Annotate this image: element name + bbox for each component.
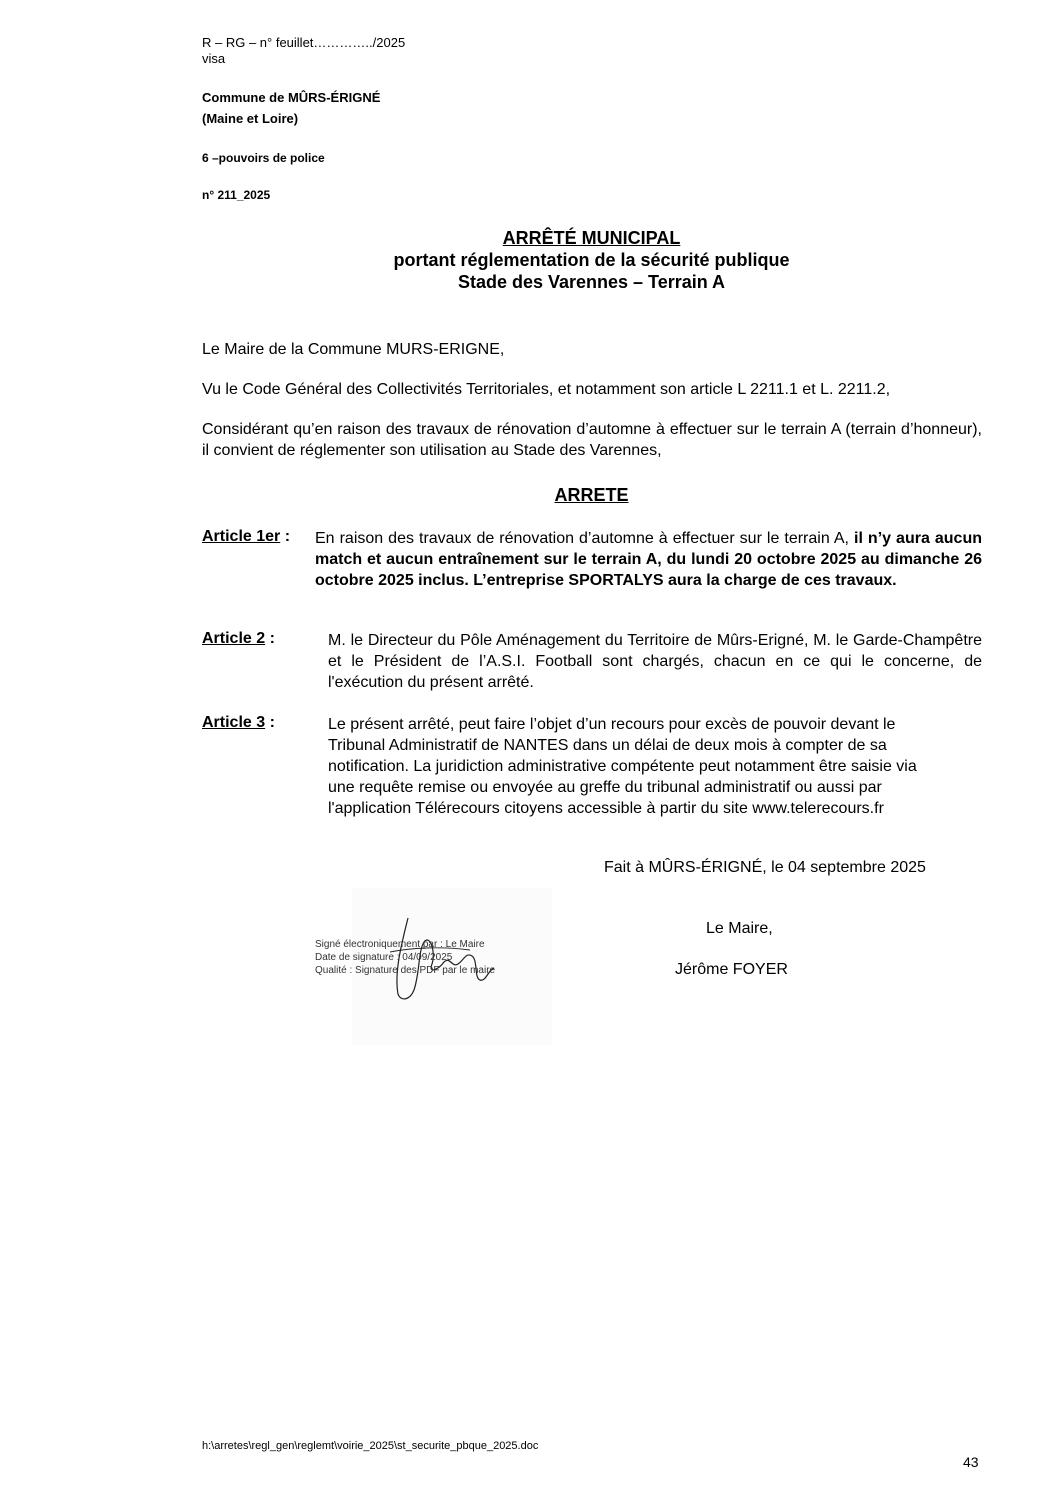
article-3-line: Le présent arrêté, peut faire l’objet d’un recours pour excès de pouvoir devant le <box>328 716 896 733</box>
document-subject: Stade des Varennes – Terrain A <box>457 272 726 292</box>
commune-name: Commune de MÛRS-ÉRIGNÉ <box>202 90 381 105</box>
e-signature-signer: Signé électroniquement par : Le Maire <box>315 939 485 950</box>
department-name: (Maine et Loire) <box>202 111 299 126</box>
document-title: ARRÊTÉ MUNICIPAL <box>502 228 681 248</box>
reference-line: R – RG – n° feuillet…………../2025 <box>202 35 406 50</box>
order-number: n° 211_2025 <box>202 188 271 202</box>
article-3-label: Article 3 : <box>202 714 275 731</box>
preamble-mayor: Le Maire de la Commune MURS-ERIGNE, <box>202 341 505 358</box>
article-2-label: Article 2 : <box>202 630 275 647</box>
article-3-line: notification. La juridiction administrative compétente peut notamment être saisie via <box>328 758 917 775</box>
article-2-text: M. le Directeur du Pôle Aménagement du Territoire de Mûrs-Erigné, M. le Garde-Champêtre et le Président de l’A.S.I. Football sont chargés, chacun en ce qui le concerne, de l'exécution du présent arrêté. <box>328 632 982 691</box>
article-1-text: En raison des travaux de rénovation d’automne à effectuer sur le terrain A, il n’y aura aucun match et aucun entraînement sur le terrain A, du lundi 20 octobre 2025 au dimanche 26 octobre 2025 inclus. L’entreprise SPORTALYS aura la charge de ces travaux. <box>315 530 982 589</box>
category-label: 6 –pouvoirs de police <box>202 151 325 165</box>
preamble-vu: Vu le Code Général des Collectivités Territoriales, et notamment son article L 2211.1 et L. 2211.2, <box>202 381 891 398</box>
article-3-line: Tribunal Administratif de NANTES dans un délai de deux mois à compter de sa <box>328 737 887 754</box>
article-3-text <box>328 714 982 819</box>
preamble-considerant: Considérant qu’en raison des travaux de rénovation d’automne à effectuer sur le terrain A (terrain d’honneur), il convient de réglementer son utilisation au Stade des Varennes, <box>202 421 982 459</box>
article-1-label: Article 1er : <box>202 528 291 545</box>
visa-label: visa <box>202 51 226 66</box>
page-number: 43 <box>963 1454 979 1470</box>
e-signature-date: Date de signature : 04/09/2025 <box>315 952 453 963</box>
arrete-heading: ARRETE <box>554 485 629 505</box>
file-path: h:\arretes\regl_gen\reglemt\voirie_2025\st_securite_pbque_2025.doc <box>202 1440 539 1452</box>
place-and-date: Fait à MÛRS-ÉRIGNÉ, le 04 septembre 2025 <box>604 859 926 876</box>
article-3-line: l'application Télérecours citoyens accessible à partir du site www.telerecours.fr <box>328 800 884 817</box>
signatory-name: Jérôme FOYER <box>675 961 788 978</box>
document-subtitle: portant réglementation de la sécurité publique <box>393 250 790 270</box>
article-3-line: une requête remise ou envoyée au greffe du tribunal administratif ou aussi par <box>328 779 882 796</box>
signatory-role: Le Maire, <box>706 920 773 937</box>
e-signature-quality: Qualité : Signature des PDF par le maire <box>315 965 496 976</box>
